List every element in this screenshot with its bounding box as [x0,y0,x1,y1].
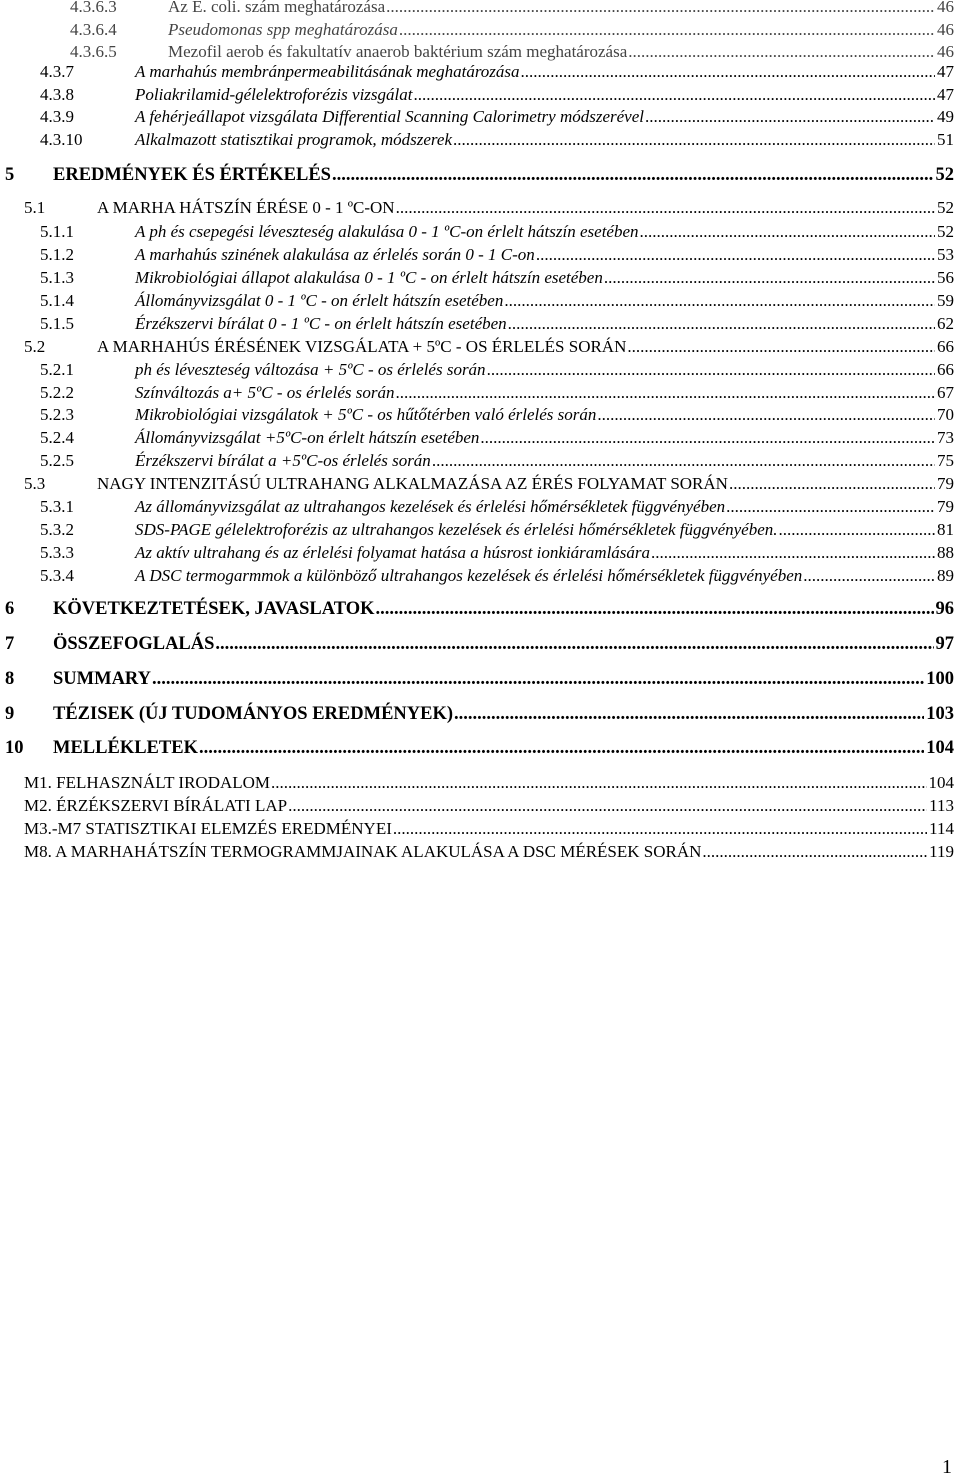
toc-entry-page: 88 [937,543,954,562]
toc-entry-title: NAGY INTENZITÁSÚ ULTRAHANG ALKALMAZÁSA AZ ÉRÉS FOLYAMAT SORÁN [97,474,728,493]
toc-entry[interactable] [24,820,954,837]
toc-leader-dots [536,246,935,263]
toc-entry-page: 79 [937,474,954,493]
toc-leader-dots [729,475,935,492]
toc-entry-title: A DSC termogarmmok a különböző ultrahangos kezelések és érlelési hőmérsékletek függvényében [135,566,803,585]
toc-entry-title: Az E. coli. szám meghatározása [168,0,386,16]
toc-entry[interactable] [70,0,954,15]
toc-entry-title: Színváltozás a+ 5ºC - os érlelés során [135,383,395,402]
toc-entry-title: M3.-M7 STATISZTIKAI ELEMZÉS EREDMÉNYEI [24,819,392,838]
toc-entry[interactable] [40,315,954,332]
toc-entry[interactable] [40,384,954,401]
toc-entry-number: 5.2.3 [40,405,74,424]
toc-entry[interactable] [40,292,954,309]
toc-leader-dots [597,406,935,423]
toc-entry-title: M2. ÉRZÉKSZERVI BÍRÁLATI LAP [24,796,288,815]
toc-entry-title: Érzékszervi bírálat a +5ºC-os érlelés során [135,451,431,470]
toc-entry-title: M1. FELHASZNÁLT IRODALOM [24,773,271,792]
toc-leader-dots [413,86,935,103]
toc-entry-page: 47 [937,62,954,81]
toc-entry-title: Állományvizsgálat +5ºC-on érlelt hátszín esetében [135,428,480,447]
toc-entry[interactable] [5,705,954,724]
toc-entry-title: MELLÉKLETEK [53,738,198,758]
toc-leader-dots [199,739,924,758]
toc-entry-page: 79 [937,497,954,516]
toc-leader-dots [393,820,927,837]
toc-entry-number: 4.3.9 [40,107,74,126]
toc-entry-number: 5.2.1 [40,360,74,379]
toc-entry[interactable] [24,774,954,791]
toc-entry-number: 4.3.7 [40,62,74,81]
toc-entry[interactable] [5,166,954,185]
toc-entry-page: 66 [937,337,954,356]
toc-entry-title: Az aktív ultrahang és az érlelési folyamat hatása a húsrost ionkiáramlására [135,543,651,562]
toc-entry-page: 49 [937,107,954,126]
toc-entry-number: 5.2.4 [40,428,74,447]
toc-entry[interactable] [40,406,954,423]
toc-leader-dots [453,131,935,148]
toc-entry-title: A marhahús szinének alakulása az érlelés során 0 - 1 C-on [135,245,535,264]
toc-entry-number: 5.2.2 [40,383,74,402]
toc-entry[interactable] [24,797,954,814]
toc-entry[interactable] [5,670,954,689]
toc-entry-page: 53 [937,245,954,264]
toc-entry-number: 5.1.4 [40,291,74,310]
toc-leader-dots [288,797,927,814]
toc-leader-dots [702,843,927,860]
toc-entry-page: 75 [937,451,954,470]
toc-entry-number: 4.3.6.4 [70,20,117,39]
toc-leader-dots [651,544,935,561]
toc-entry-number: 5.3 [24,474,46,493]
toc-entry-number: 5 [5,165,15,185]
toc-entry[interactable] [40,544,954,561]
toc-entry-number: 5.3.1 [40,497,74,516]
toc-leader-dots [504,292,935,309]
toc-leader-dots [215,635,933,654]
toc-entry-number: 5.3.3 [40,543,74,562]
toc-entry-page: 73 [937,428,954,447]
toc-leader-dots [386,0,935,15]
toc-entry[interactable] [40,63,954,80]
toc-entry-title: Az állományvizsgálat az ultrahangos kezelések és érlelési hőmérsékletek függvényében [135,497,726,516]
toc-entry-title: Alkalmazott statisztikai programok, módszerek [135,130,452,149]
toc-entry-title: M8. A MARHAHÁTSZÍN TERMOGRAMMJAINAK ALAKULÁSA A DSC MÉRÉSEK SORÁN [24,842,702,861]
toc-entry[interactable] [24,338,954,355]
toc-leader-dots [395,384,935,401]
toc-entry-page: 47 [937,85,954,104]
toc-entry[interactable] [5,739,954,758]
toc-entry-number: 4.3.10 [40,130,83,149]
toc-entry-number: 9 [5,704,15,724]
toc-leader-dots [645,108,935,125]
toc-entry-title: Mikrobiológiai vizsgálatok + 5ºC - os hűtőtérben való érlelés során [135,405,597,424]
toc-entry-title: ph és léveszteség változása + 5ºC - os érlelés során [135,360,486,379]
toc-entry-page: 97 [935,634,954,654]
toc-entry[interactable] [70,43,954,60]
toc-entry[interactable] [40,108,954,125]
toc-leader-dots [628,43,935,60]
toc-entry-page: 51 [937,130,954,149]
toc-entry-title: SDS-PAGE gélelektroforézis az ultrahangos kezelések és érlelési hőmérsékletek függvényében. [135,520,778,539]
toc-entry[interactable] [40,521,954,538]
toc-leader-dots [487,361,935,378]
toc-leader-dots [454,705,924,724]
toc-entry[interactable] [40,452,954,469]
toc-leader-dots [508,315,935,332]
toc-entry-title: SUMMARY [53,669,152,689]
toc-leader-dots [627,338,935,355]
toc-leader-dots [332,166,934,185]
toc-leader-dots [803,567,935,584]
toc-entry[interactable] [40,361,954,378]
toc-entry-number: 8 [5,669,15,689]
toc-entry-title: EREDMÉNYEK ÉS ÉRTÉKELÉS [53,165,331,185]
page-number: 1 [942,1456,952,1478]
toc-leader-dots [375,600,933,619]
toc-entry-number: 4.3.8 [40,85,74,104]
toc-leader-dots [521,63,935,80]
toc-entry-page: 56 [937,268,954,287]
toc-entry[interactable] [5,635,954,654]
toc-leader-dots [604,269,935,286]
toc-entry-page: 103 [926,704,954,724]
toc-entry-number: 10 [5,738,24,758]
toc-entry-page: 67 [937,383,954,402]
toc-leader-dots [640,223,935,240]
toc-entry-page: 46 [937,42,954,61]
toc-entry-number: 5.3.2 [40,520,74,539]
toc-entry-page: 89 [937,566,954,585]
toc-entry-number: 5.2.5 [40,451,74,470]
toc-entry-number: 5.1.1 [40,222,74,241]
toc-entry[interactable] [40,429,954,446]
toc-entry[interactable] [40,131,954,148]
toc-entry-title: Pseudomonas spp meghatározása [168,20,398,39]
toc-leader-dots [726,498,935,515]
toc-entry[interactable] [5,600,954,619]
toc-entry[interactable] [70,21,954,38]
toc-leader-dots [480,429,935,446]
toc-entry-title: A MARHA HÁTSZÍN ÉRÉSE 0 - 1 ºC-ON [97,198,395,217]
toc-leader-dots [779,521,936,538]
toc-entry[interactable] [40,223,954,240]
toc-entry-page: 104 [928,773,954,792]
toc-entry-title: A ph és csepegési léveszteség alakulása 0 - 1 ºC-on érlelt hátszín esetében [135,222,639,241]
toc-entry-title: ÖSSZEFOGLALÁS [53,634,215,654]
toc-entry[interactable] [40,246,954,263]
toc-entry-number: 5.1 [24,198,46,217]
toc-leader-dots [396,199,935,216]
toc-entry-page: 96 [935,599,954,619]
toc-entry-number: 6 [5,599,15,619]
toc-entry-page: 52 [937,222,954,241]
toc-entry-number: 7 [5,634,15,654]
toc-entry-title: Mezofil aerob és fakultatív anaerob baktérium szám meghatározása [168,42,628,61]
toc-entry-number: 5.1.3 [40,268,74,287]
toc-entry-page: 46 [937,0,954,16]
toc-entry-page: 62 [937,314,954,333]
toc-entry-page: 113 [929,796,954,815]
toc-entry-page: 52 [937,198,954,217]
toc-leader-dots [271,774,926,791]
toc-entry-page: 46 [937,20,954,39]
toc-entry[interactable] [40,86,954,103]
toc-leader-dots [432,452,935,469]
toc-entry-number: 5.2 [24,337,46,356]
toc-leader-dots [399,21,935,38]
toc-entry-page: 114 [929,819,954,838]
toc-entry-page: 59 [937,291,954,310]
toc-entry[interactable] [24,475,954,492]
toc-leader-dots [152,670,924,689]
toc-entry[interactable] [24,843,954,860]
toc-entry-page: 52 [935,165,954,185]
toc-entry[interactable] [40,498,954,515]
toc-entry-number: 5.1.2 [40,245,74,264]
toc-entry-title: Mikrobiológiai állapot alakulása 0 - 1 ºC - on érlelt hátszín esetében [135,268,603,287]
toc-entry-title: TÉZISEK (ÚJ TUDOMÁNYOS EREDMÉNYEK) [53,704,454,724]
toc-entry-title: Poliakrilamid-gélelektroforézis vizsgálat [135,85,413,104]
toc-entry-page: 119 [929,842,954,861]
toc-entry[interactable] [40,567,954,584]
toc-entry[interactable] [24,199,954,216]
toc-entry-title: KÖVETKEZTETÉSEK, JAVASLATOK [53,599,375,619]
toc-entry-title: A MARHAHÚS ÉRÉSÉNEK VIZSGÁLATA + 5ºC - OS ÉRLELÉS SORÁN [97,337,627,356]
toc-entry-title: A marhahús membránpermeabilitásának meghatározása [135,62,520,81]
toc-entry-page: 100 [926,669,954,689]
toc-entry-page: 70 [937,405,954,424]
toc-entry-number: 5.1.5 [40,314,74,333]
toc-entry-page: 104 [926,738,954,758]
toc-entry-number: 4.3.6.3 [70,0,117,16]
toc-entry-page: 81 [937,520,954,539]
toc-entry-title: Állományvizsgálat 0 - 1 ºC - on érlelt hátszín esetében [135,291,504,310]
toc-entry[interactable] [40,269,954,286]
toc-entry-title: Érzékszervi bírálat 0 - 1 ºC - on érlelt hátszín esetében [135,314,507,333]
toc-entry-title: A fehérjeállapot vizsgálata Differential Scanning Calorimetry módszerével [135,107,644,126]
toc-entry-number: 4.3.6.5 [70,42,117,61]
toc-entry-number: 5.3.4 [40,566,74,585]
toc-entry-page: 66 [937,360,954,379]
